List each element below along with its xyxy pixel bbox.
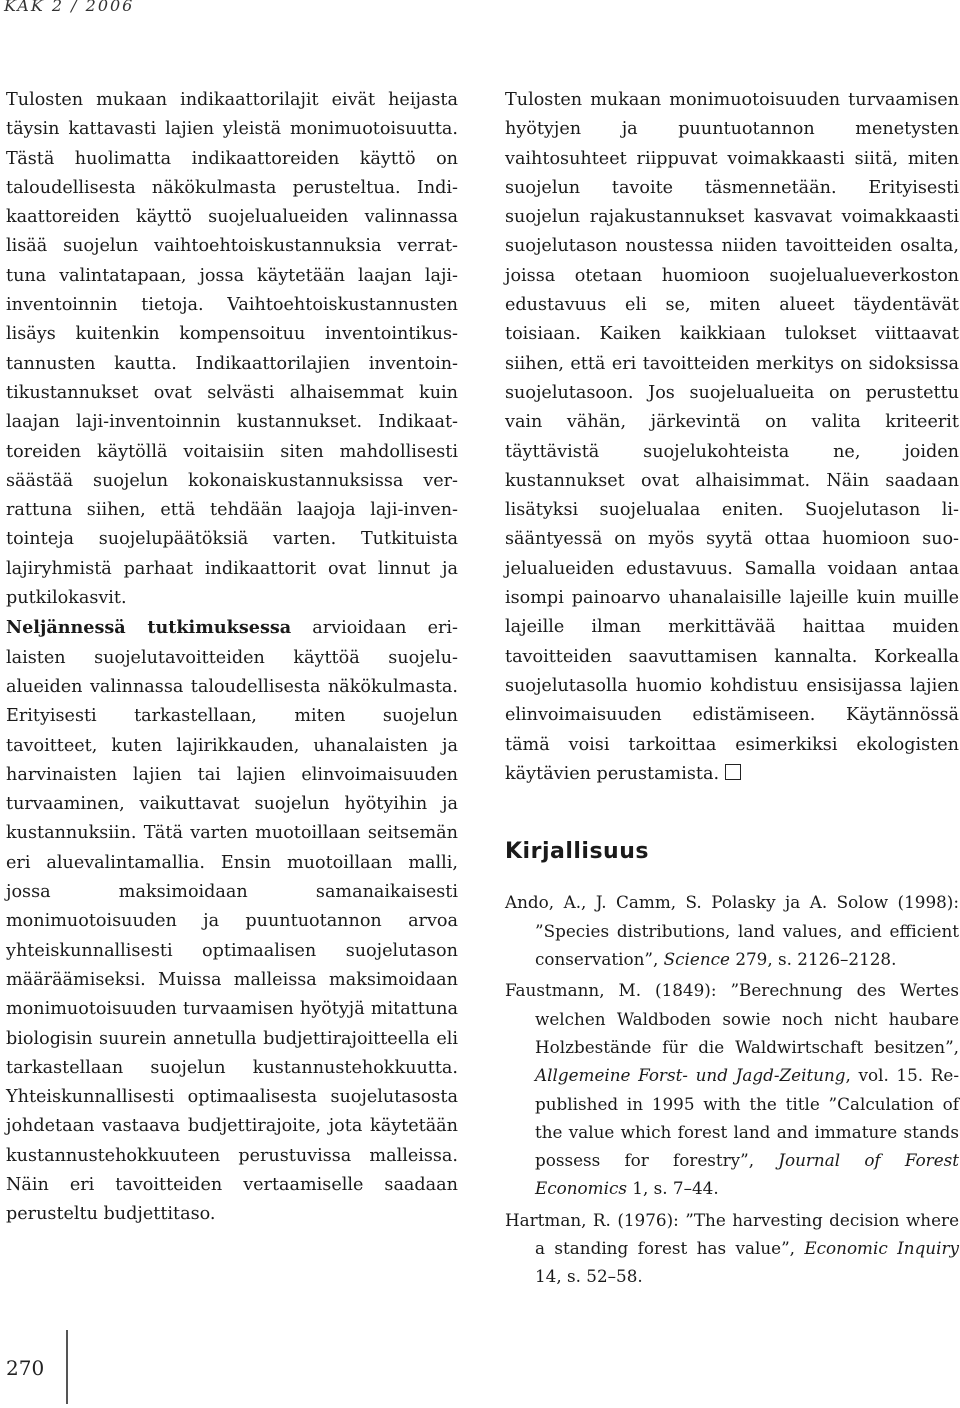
reference-journal: Science (663, 949, 730, 970)
reference-journal: Journal of Forest Economics (535, 1150, 959, 1199)
running-head: KAK 2 / 2006 (4, 0, 135, 15)
paragraph-body: Tulosten mukaan monimuotoisuuden turvaamisen hyötyjen ja puuntuotannon menetysten vaihtosuhteet riippuvat voimakkaasti siitä, miten suojelun tavoite täsmennetään. Erityisesti suojelun rajakustannukset kasvavat voimakkaasti suojelutason noustessa niiden tavoitteiden osalta, joissa otetaan huomioon suojelualueverkoston edustavuus eli se, miten alueet täydentävät toisiaan. Kaiken kaikkiaan tulokset viittaavat siihen, että eri tavoitteiden merkitys on sidoksissa suojelutasoon. Jos suojelualueita on perustettu vain vähän, järkevintä on valita kriteerit täyttävistä suojelukohteista ne, joiden kustannukset ovat alhaisimmat. Näin saadaan lisätyksi suojelualaa eniten. Suojelutason lisääntyessä on myös syytä ottaa huomioon suojelualueiden edustavuus. Samalla voidaan antaa isompi painoarvo uhanalaisille lajeille kuin muille lajeille ilman merkittävää haittaa muiden tavoitteiden saavuttamisen kannalta. Korkealla suojelutasolla huomio kohdistuu ensisijassa lajien elinvoimaisuuden edistämiseen. Käytännössä tämä voisi tarkoittaa esimerkiksi ekologisten käytävien perustamista. (505, 90, 959, 784)
end-mark-icon (725, 764, 741, 780)
paragraph-body: arvioidaan erilaisten suojelutavoitteiden käyttöä suojelualueiden valinnassa taloudellisesta näkökulmasta. Erityisesti tarkastellaan, miten suojelun tavoitteet, kuten lajirikkauden, uhanalaisten ja harvinaisten lajien tai lajien elinvoimaisuuden turvaaminen, vaikuttavat suojelun hyötyihin ja kustannuksiin. Tätä varten muotoillaan seitsemän eri aluevalintamallia. Ensin muotoillaan malli, jossa maksimoidaan samanaikaisesti monimuotoisuuden ja puuntuotannon arvoa yhteiskunnallisesti optimaalisen suojelutason määräämiseksi. Muissa malleissa maksimoidaan monimuotoisuuden turvaamisen hyötyjä mitattuna biologisin suurein annetulla budjettirajoitteella eli tarkastellaan suojelun kustannustehokkuutta. Yhteiskunnallisesti optimaalisesta suojelutasosta johdetaan vastaava budjettirajoite, jota käytetään kustannustehokkuuteen perustuvissa malleissa. Näin eri tavoitteiden vertaamiselle saadaan perusteltu budjettitaso. (6, 618, 458, 1225)
page-number: 270 (6, 1356, 45, 1380)
reference-text: Hartman, R. (1976): ”The harvesting decision where a standing forest has value”, (505, 1209, 959, 1258)
right-column (505, 86, 959, 1294)
left-column (6, 86, 458, 1230)
paragraph: Tulosten mukaan indikaattorilajit eivät heijasta täysin kattavasti lajien yleistä monimuotoisuutta. Tästä huolimatta indikaattoreiden käyttö on taloudellisesta näkökulmasta perusteltua. Indikaattoreiden käyttö suojelualueiden valinnassa lisää suojelun vaihtoehtoiskustannuksia verrattuna valintatapaan, jossa käytetään laajan lajiinventoinnin tietoja. Vaihtoehtoiskustannusten lisäys kuitenkin kompensoituu inventointikustannusten kautta. Indikaattorilajien inventointikustannukset ovat selvästi alhaisemmat kuin laajan laji-inventoinnin kustannukset. Indikaattoreiden käytöllä voitaisiin siten mahdollisesti säästää suojelun kokonaiskustannuksissa verrattuna siihen, että tehdään laajoja laji-inventointeja suojelupäätöksiä varten. Tutkituista lajiryhmistä parhaat indikaattorit ovat linnut ja putkilokasvit. (6, 90, 458, 609)
paragraph-lead: Neljännessä tutkimuksessa (6, 617, 292, 639)
reference-list (505, 888, 959, 1290)
reference-journal: Allgemeine Forst- und Jagd-Zeitung (535, 1065, 846, 1086)
reference-text: Ando, A., J. Camm, S. Polasky ja A. Solow (1998): ”Species distributions, land values, and efficient conservation”, (505, 892, 959, 970)
reference-journal: Economic Inquiry (804, 1237, 959, 1258)
reference-text: 1, s. 7–44. (626, 1178, 719, 1199)
reference-text: Faustmann, M. (1849): ”Berechnung des Wertes welchen Waldboden sowie noch nicht haubare Holzbestände für die Waldwirtschaft besitzen”, (505, 980, 959, 1057)
reference-text: , vol. 15. Republished in 1995 with the title ”Calculation of the value which forest land and immature stands possess for forestry”, (535, 1065, 959, 1171)
page-rule (66, 1330, 68, 1404)
reference-item (505, 888, 959, 973)
paragraph (505, 86, 959, 789)
paragraph (6, 613, 458, 1229)
reference-text: 279, s. 2126–2128. (729, 949, 897, 970)
reference-item (505, 976, 959, 1202)
references-heading: Kirjallisuus (505, 839, 649, 865)
reference-item (505, 1206, 959, 1291)
reference-text: 14, s. 52–58. (535, 1266, 643, 1287)
